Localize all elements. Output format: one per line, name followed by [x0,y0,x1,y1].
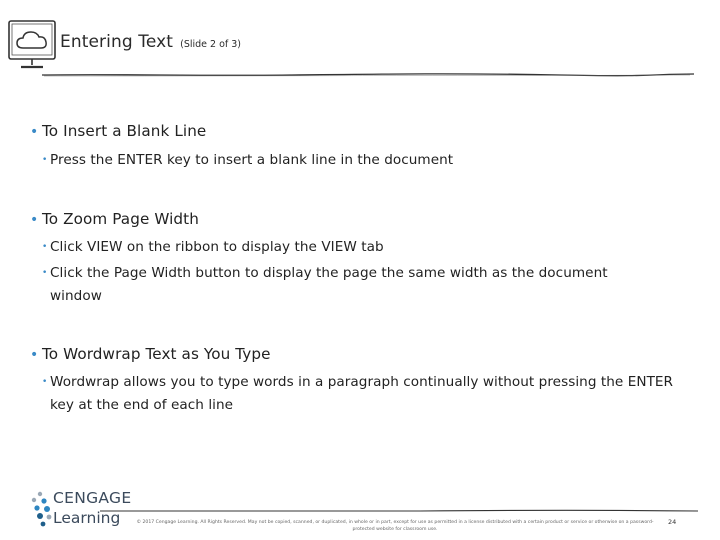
footer-divider [100,506,700,516]
bullet-icon: • [42,268,48,278]
logo-text: CENGAGE [53,489,132,507]
header-divider [40,66,696,82]
list-item: • Press the ENTER key to insert a blank line in the document [50,149,690,172]
section-heading: • To Wordwrap Text as You Type [30,345,271,363]
bullet-icon: • [30,212,39,228]
logo-text: Learning [53,509,121,527]
section-heading: • To Insert a Blank Line [30,122,207,140]
bullet-icon: • [42,242,48,252]
title-text: Entering Text [60,32,174,52]
list-item: • Wordwrap allows you to type words in a paragraph continually without pressing the ENTER key at the end of each line [50,371,682,417]
list-item: • Click VIEW on the ribbon to display the VIEW tab [50,236,690,259]
page-number: 24 [668,518,677,526]
copyright-notice: © 2017 Cengage Learning. All Rights Reserved. May not be copied, scanned, or duplicated, in whole or in part, except for use as permitted in a license distributed with a certain product or service or otherwise on a password-protected website for classroom use. [136,520,654,532]
bullet-icon: • [42,155,48,165]
slide-title [60,32,241,52]
list-item: • Click the Page Width button to display the page the same width as the document window [50,262,660,308]
bullet-icon: • [42,377,48,387]
bullet-icon: • [30,124,39,140]
bullet-icon: • [30,347,39,363]
section-heading: • To Zoom Page Width [30,210,199,228]
title-subtitle: (Slide 2 of 3) [180,39,242,50]
